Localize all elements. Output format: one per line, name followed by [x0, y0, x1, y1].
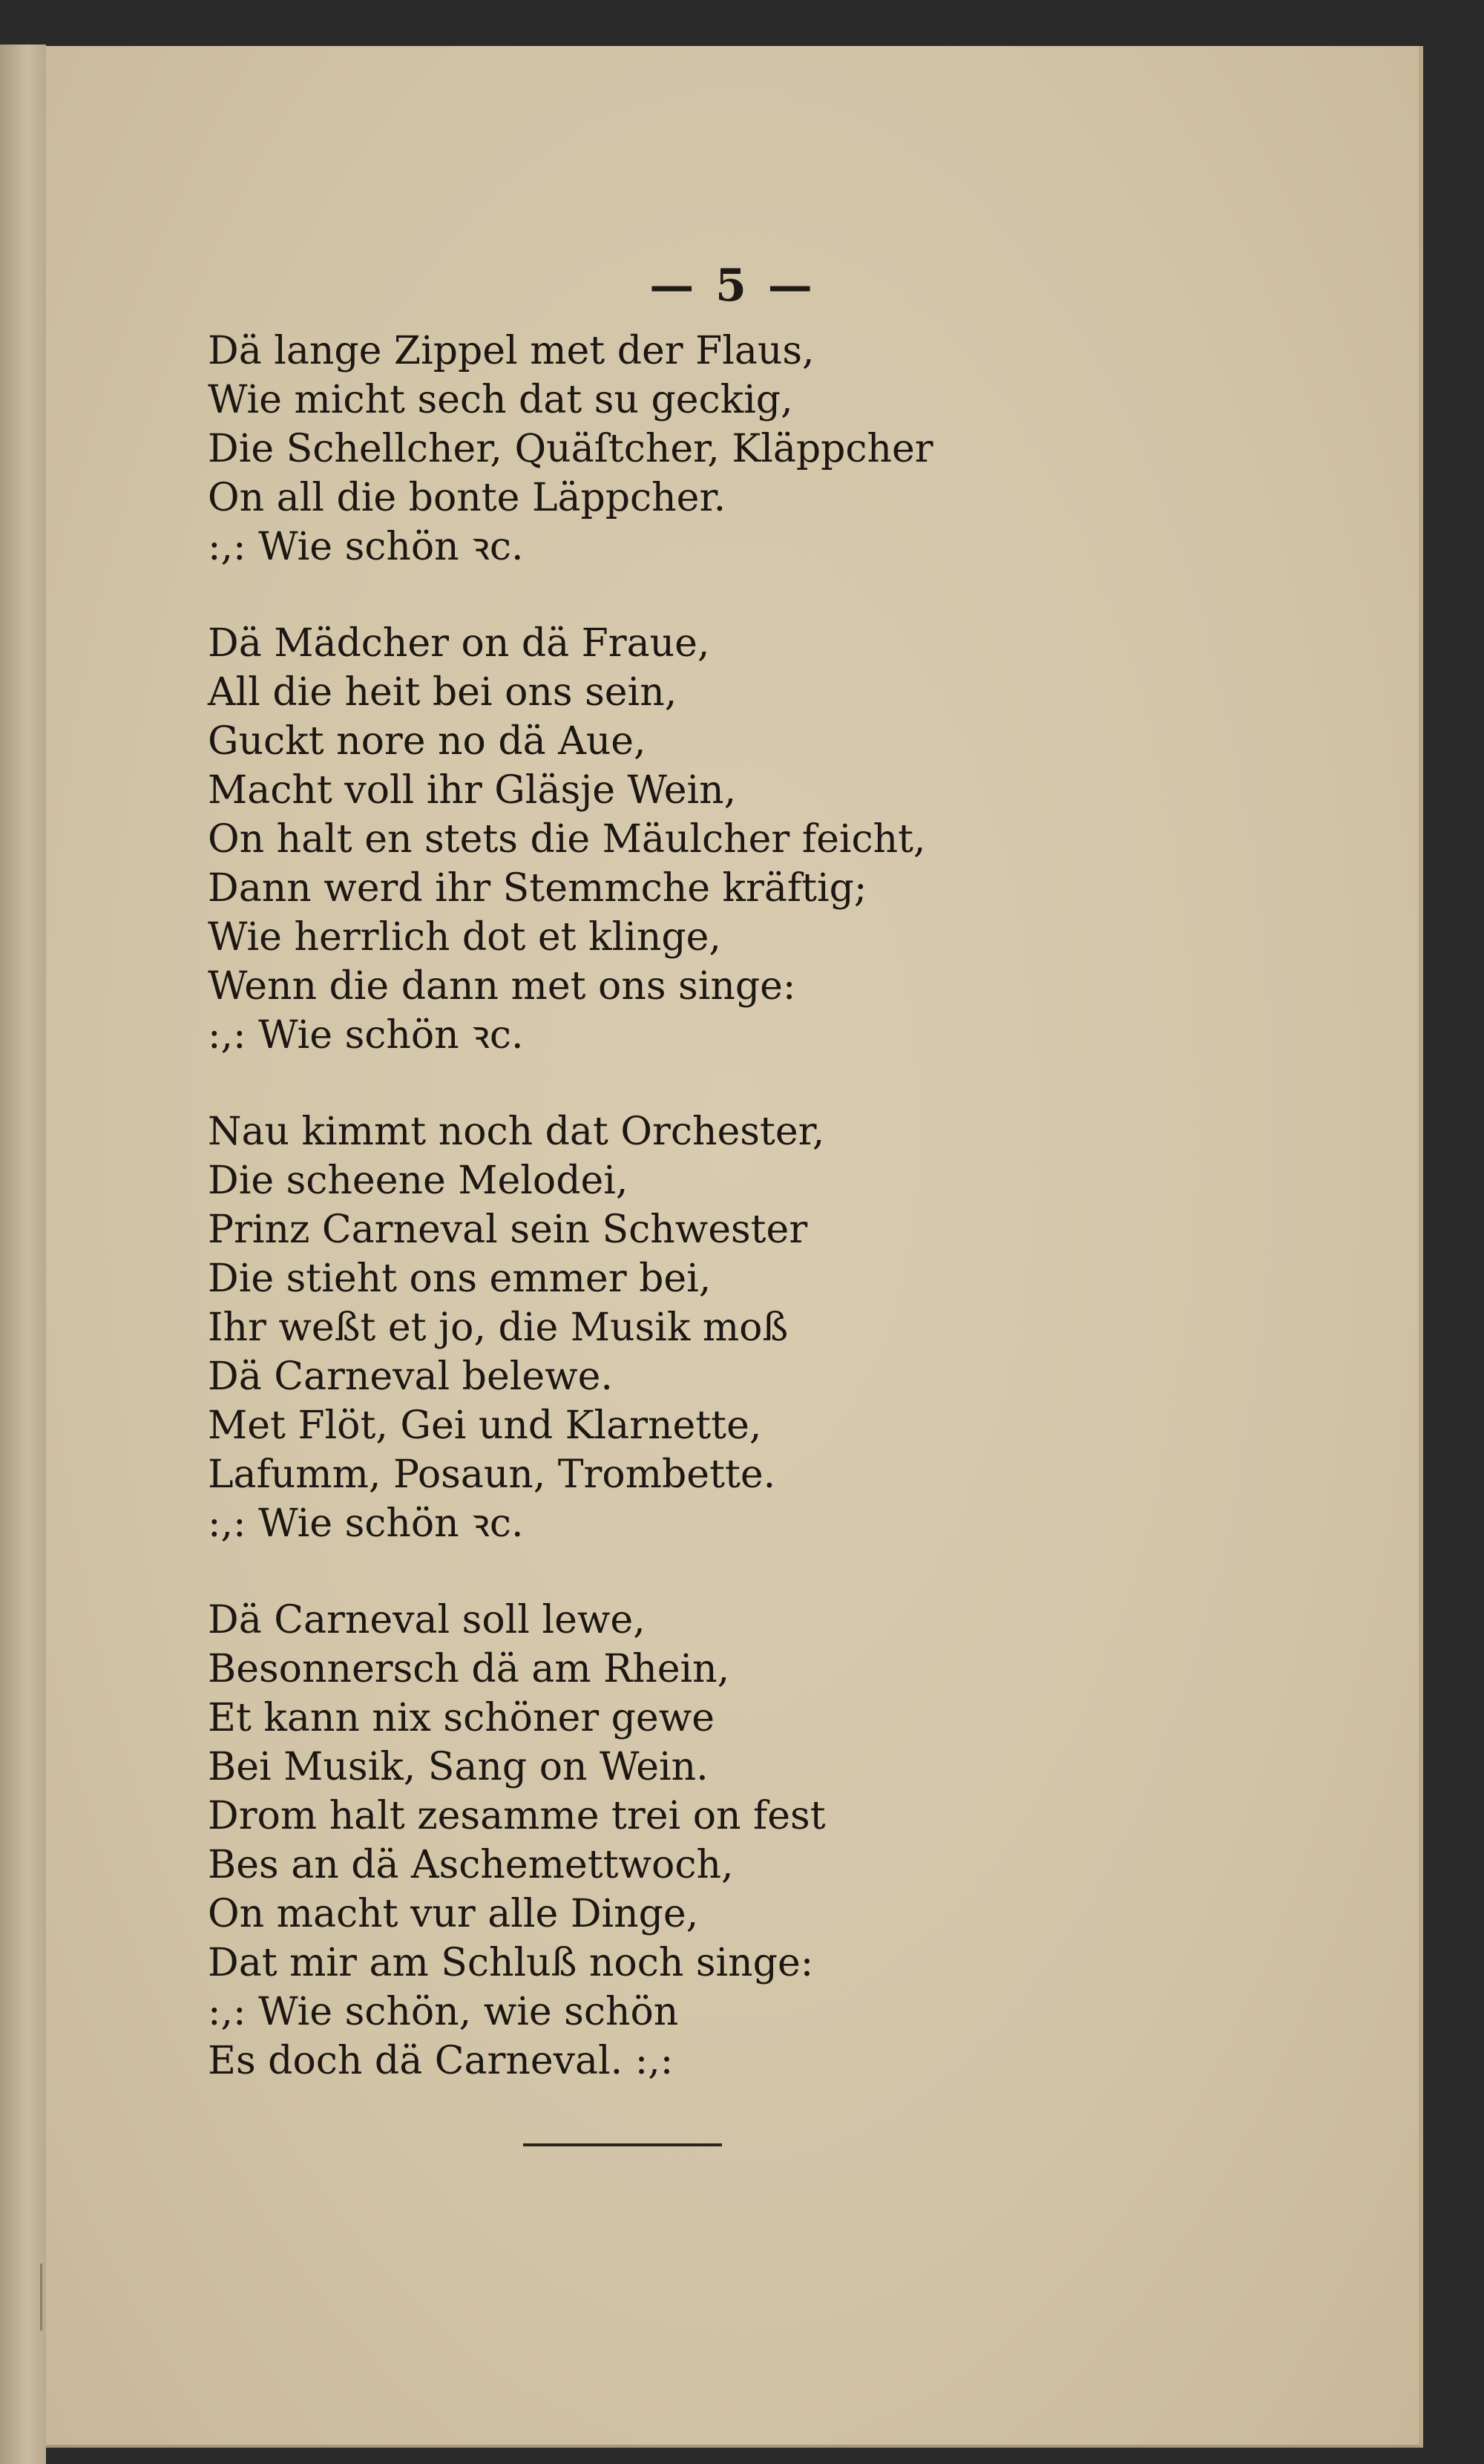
poem-text	[208, 327, 1365, 2133]
poem-line: Die scheene Melodei,	[208, 1159, 628, 1203]
poem-line: Wie micht sech dat su geckig,	[208, 378, 793, 422]
page-mark	[40, 2264, 42, 2330]
poem-line: On all die bonte Läppcher.	[208, 476, 726, 520]
poem-line: Dä Carneval soll lewe,	[208, 1598, 646, 1642]
refrain-line: :,: Wie schön, wie schön	[208, 1990, 679, 2034]
poem-line: Macht voll ihr Gläsje Wein,	[208, 768, 737, 813]
poem-line: Ihr weßt et jo, die Musik moß	[208, 1305, 789, 1350]
book-spine	[0, 45, 46, 2464]
poem-line: On macht vur alle Dinge,	[208, 1892, 699, 1936]
poem-line: Guckt nore no dä Aue,	[208, 719, 646, 764]
poem-line: Die stieht ons emmer bei,	[208, 1256, 712, 1301]
poem-line: Nau kimmt noch dat Orchester,	[208, 1110, 825, 1154]
page-number: — 5 —	[649, 260, 815, 312]
refrain-line: :,: Wie schön ꝛc.	[208, 1013, 524, 1058]
poem-line: All die heit bei ons sein,	[208, 670, 677, 715]
poem-line: Dann werd ihr Stemmche kräftig;	[208, 866, 867, 911]
poem-line: On halt en stets die Mäulcher feicht,	[208, 817, 926, 862]
poem-line: Lafumm, Posaun, Trombette.	[208, 1452, 776, 1497]
poem-line: Wie herrlich dot et klinge,	[208, 915, 721, 960]
stanza-3	[208, 1107, 1365, 1548]
poem-line: Besonnersch dä am Rhein,	[208, 1647, 730, 1691]
poem-line: Bei Musik, Sang on Wein.	[208, 1745, 709, 1789]
poem-line: Dä Mädcher on dä Fraue,	[208, 621, 710, 666]
refrain-line: Es doch dä Carneval. :,:	[208, 2039, 674, 2083]
poem-line: Dat mir am Schluß noch singe:	[208, 1941, 814, 1985]
poem-line: Dä Carneval belewe.	[208, 1354, 613, 1399]
stanza-4	[208, 1596, 1365, 2085]
poem-line: Wenn die dann met ons singe:	[208, 964, 796, 1009]
poem-line: Met Flöt, Gei und Klarnette,	[208, 1403, 762, 1448]
refrain-line: :,: Wie schön ꝛc.	[208, 1501, 524, 1546]
poem-line: Et kann nix schöner gewe	[208, 1696, 715, 1740]
poem-line: Dä lange Zippel met der Flaus,	[208, 329, 815, 373]
end-rule	[523, 2143, 722, 2146]
poem-line: Prinz Carneval sein Schwester	[208, 1208, 808, 1252]
poem-line: Drom halt zesamme trei on fest	[208, 1794, 826, 1838]
poem-line: Bes an dä Aschemettwoch,	[208, 1843, 734, 1887]
stanza-1	[208, 327, 1365, 571]
poem-line: Die Schellcher, Quäſtcher, Kläppcher	[208, 427, 933, 471]
stanza-2	[208, 619, 1365, 1060]
refrain-line: :,: Wie schön ꝛc.	[208, 525, 524, 569]
